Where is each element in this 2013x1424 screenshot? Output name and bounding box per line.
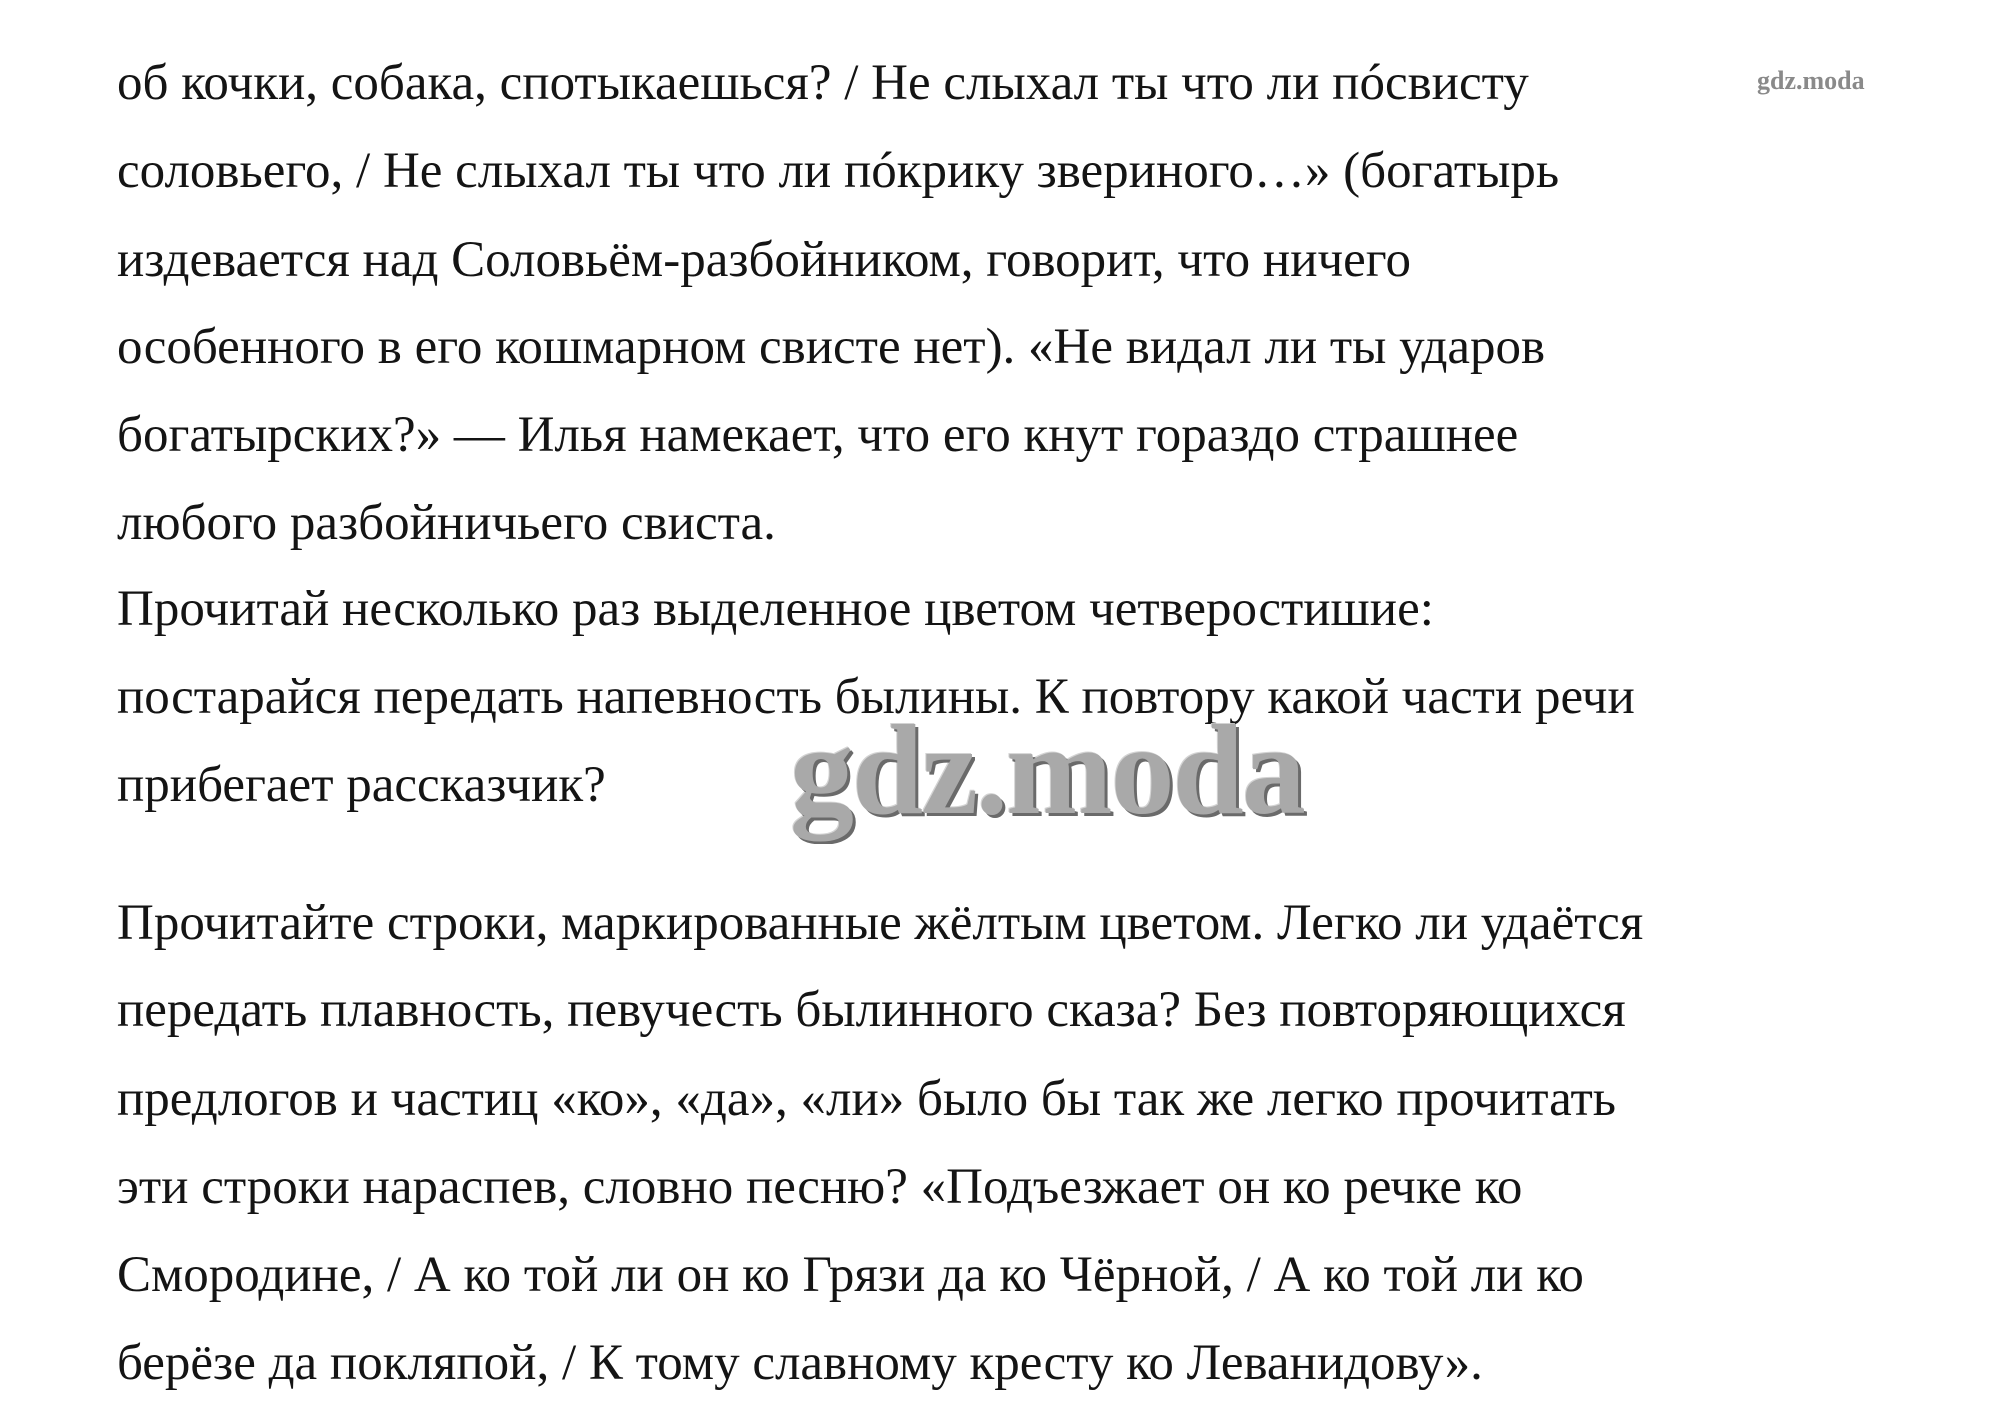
text-line: берёзе да покляпой, / К тому славному кресту ко Леванидову».	[117, 1335, 1483, 1391]
text-line: любого разбойничьего свиста.	[117, 495, 776, 551]
text-line: Прочитайте строки, маркированные жёлтым цветом. Легко ли удаётся	[117, 895, 1644, 951]
text-line: постарайся передать напевность былины. К повтору какой части речи	[117, 669, 1635, 725]
text-line: прибегает рассказчик?	[117, 757, 606, 813]
text-line: Прочитай несколько раз выделенное цветом четверостишие:	[117, 581, 1434, 637]
text-line: Смородине, / А ко той ли он ко Грязи да ко Чёрной, / А ко той ли ко	[117, 1247, 1584, 1303]
text-line: соловьего, / Не слыхал ты что ли пóкрику звериного…» (богатырь	[117, 143, 1560, 199]
text-line: богатырских?» — Илья намекает, что его кнут гораздо страшнее	[117, 407, 1519, 463]
text-line: предлогов и частиц «ко», «да», «ли» было бы так же легко прочитать	[117, 1071, 1617, 1127]
text-line: об кочки, собака, спотыкаешься? / Не слыхал ты что ли пóсвисту	[117, 55, 1529, 111]
text-line: передать плавность, певучесть былинного сказа? Без повторяющихся	[117, 982, 1626, 1038]
watermark-small: gdz.moda	[1757, 66, 1865, 95]
text-line: издевается над Соловьём-разбойником, говорит, что ничего	[117, 232, 1411, 288]
watermark-large: gdz.moda	[790, 699, 1304, 841]
text-line: особенного в его кошмарном свисте нет). «Не видал ли ты ударов	[117, 319, 1546, 375]
text-line: эти строки нараспев, словно песню? «Подъезжает он ко речке ко	[117, 1159, 1523, 1215]
